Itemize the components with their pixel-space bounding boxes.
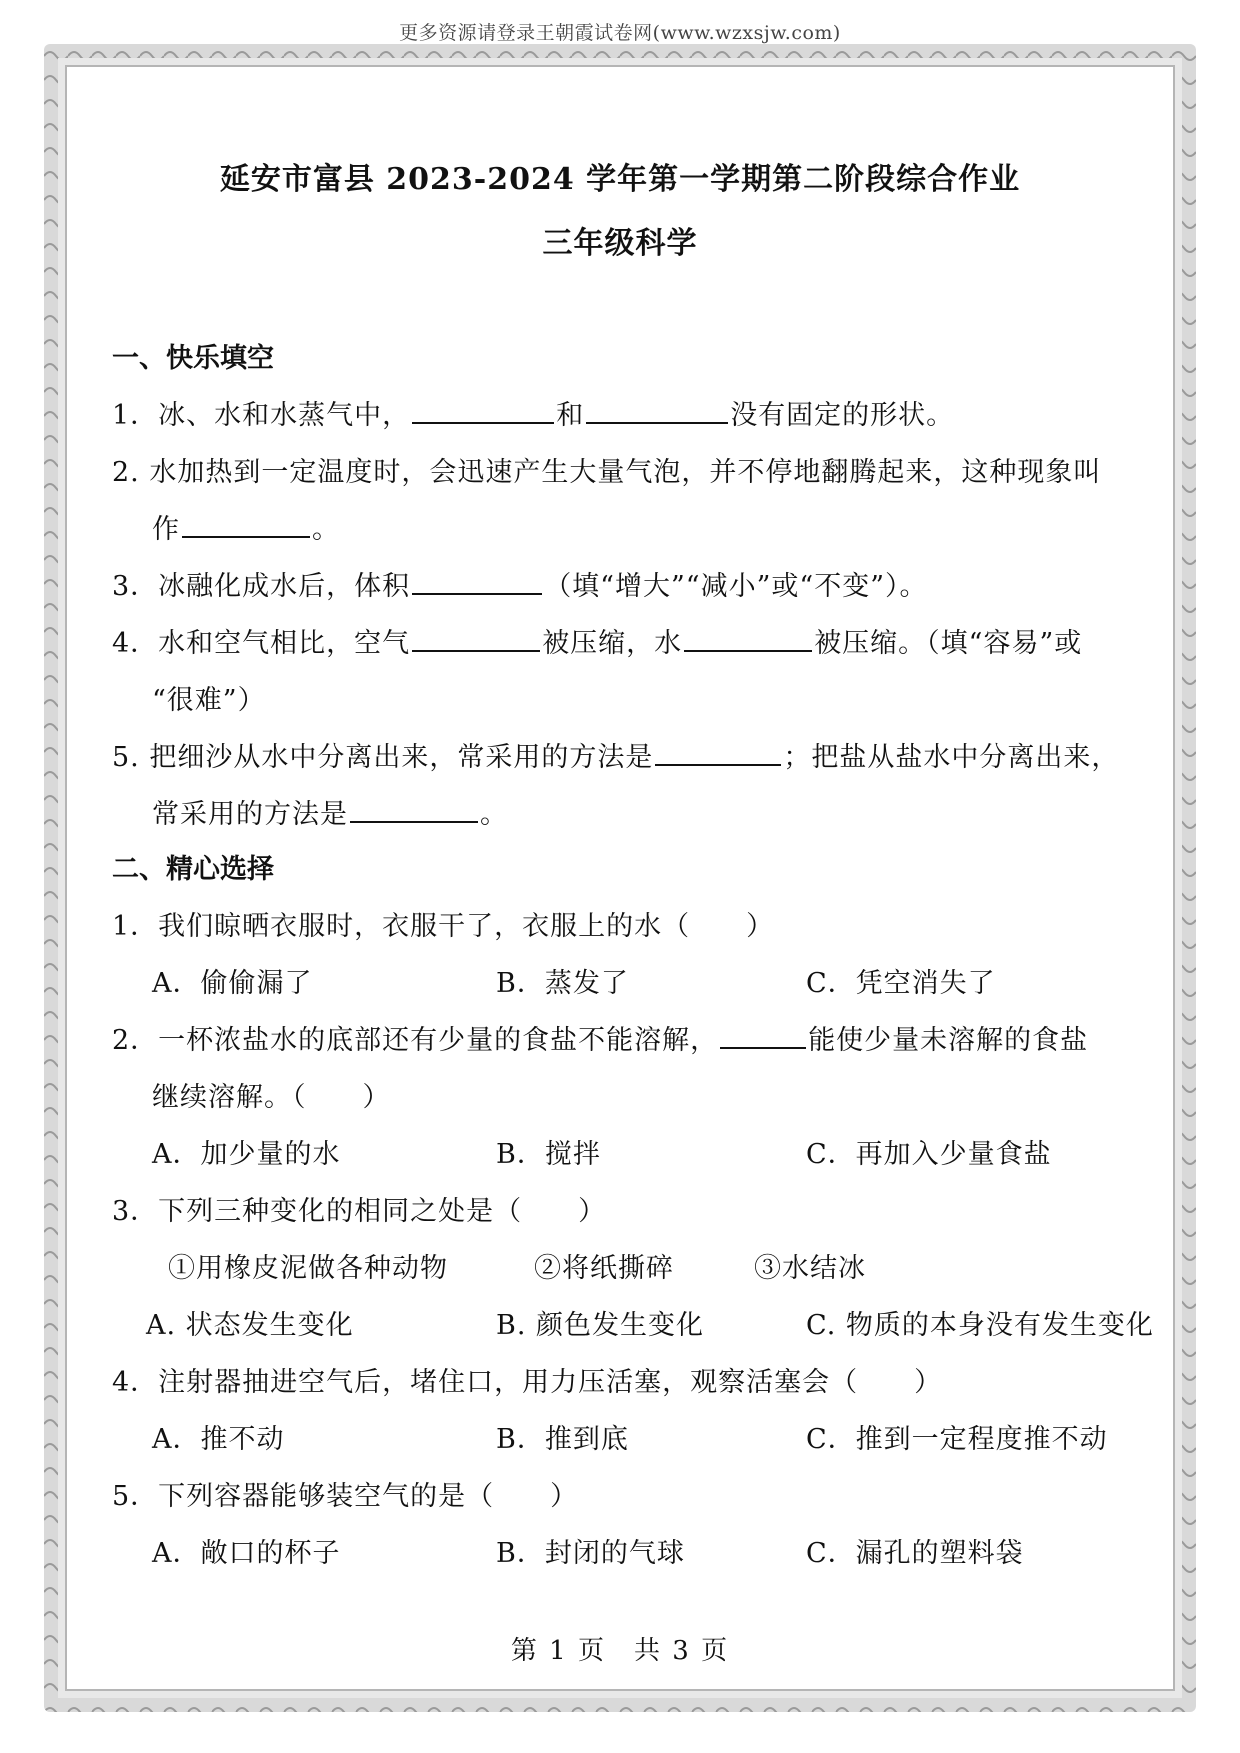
fill-question-2: 2. 水加热到一定温度时，会迅速产生大量气泡，并不停地翻腾起来，这种现象叫 [112, 457, 1102, 488]
answer-blank[interactable] [655, 740, 781, 766]
choice-question-2: 2．一杯浓盐水的底部还有少量的食盐不能溶解， 能使少量未溶解的食盐 [112, 1025, 1089, 1056]
option-c[interactable]: C．推到一定程度推不动 [806, 1424, 1108, 1455]
answer-blank[interactable] [412, 569, 542, 595]
option-c[interactable]: C．漏孔的塑料袋 [806, 1538, 1024, 1569]
option-a[interactable]: A．推不动 [152, 1424, 285, 1455]
option-c[interactable]: C. 物质的本身没有发生变化 [806, 1310, 1154, 1341]
option-c[interactable]: C．再加入少量食盐 [806, 1139, 1052, 1170]
source-header: 更多资源请登录王朝霞试卷网(www.wzxsjw.com) [399, 22, 841, 44]
answer-blank[interactable] [586, 398, 728, 424]
answer-blank[interactable] [720, 1023, 806, 1049]
item-2: ②将纸撕碎 [534, 1253, 674, 1284]
page-number: 第 1 页 共 3 页 [510, 1636, 730, 1666]
option-b[interactable]: B．推到底 [496, 1424, 629, 1455]
item-1: ①用橡皮泥做各种动物 [168, 1253, 448, 1284]
fill-question-3: 3．冰融化成水后，体积 （填“增大”“减小”或“不变”）。 [112, 571, 928, 602]
fill-question-2-cont: 作 。 [152, 514, 340, 545]
fill-question-4-cont: “很难”） [152, 685, 266, 716]
answer-blank[interactable] [182, 512, 310, 538]
fill-question-4: 4．水和空气相比，空气 被压缩，水 被压缩。（填“容易”或 [112, 628, 1083, 659]
exam-subject: 三年级科学 [542, 226, 698, 261]
choice-question-2-cont: 继续溶解。（ ） [152, 1082, 391, 1113]
choice-question-1: 1．我们晾晒衣服时，衣服干了，衣服上的水（ ） [112, 911, 775, 942]
fill-question-5-cont: 常采用的方法是 。 [152, 799, 508, 830]
option-c[interactable]: C．凭空消失了 [806, 968, 996, 999]
option-a[interactable]: A．敞口的杯子 [152, 1538, 341, 1569]
answer-blank[interactable] [350, 797, 478, 823]
choice-question-4: 4．注射器抽进空气后，堵住口，用力压活塞，观察活塞会（ ） [112, 1367, 943, 1398]
option-b[interactable]: B．搅拌 [496, 1139, 601, 1170]
option-a[interactable]: A．偷偷漏了 [152, 968, 313, 999]
fill-question-1: 1．冰、水和水蒸气中， 和 没有固定的形状。 [112, 400, 955, 431]
answer-blank[interactable] [412, 398, 554, 424]
option-b[interactable]: B. 颜色发生变化 [496, 1310, 705, 1341]
item-3: ③水结冰 [754, 1253, 866, 1284]
answer-blank[interactable] [684, 626, 812, 652]
option-a[interactable]: A．加少量的水 [152, 1139, 341, 1170]
section2-heading: 二、精心选择 [112, 854, 274, 885]
choice-question-5: 5．下列容器能够装空气的是（ ） [112, 1481, 579, 1512]
fill-question-5: 5. 把细沙从水中分离出来，常采用的方法是 ；把盐从盐水中分离出来， [112, 742, 1120, 773]
option-a[interactable]: A. 状态发生变化 [146, 1310, 354, 1341]
option-b[interactable]: B．封闭的气球 [496, 1538, 685, 1569]
exam-title: 延安市富县 2023-2024 学年第一学期第二阶段综合作业 [219, 162, 1021, 197]
option-b[interactable]: B．蒸发了 [496, 968, 629, 999]
section1-heading: 一、快乐填空 [112, 343, 274, 374]
choice-question-3: 3．下列三种变化的相同之处是（ ） [112, 1196, 607, 1227]
answer-blank[interactable] [412, 626, 540, 652]
